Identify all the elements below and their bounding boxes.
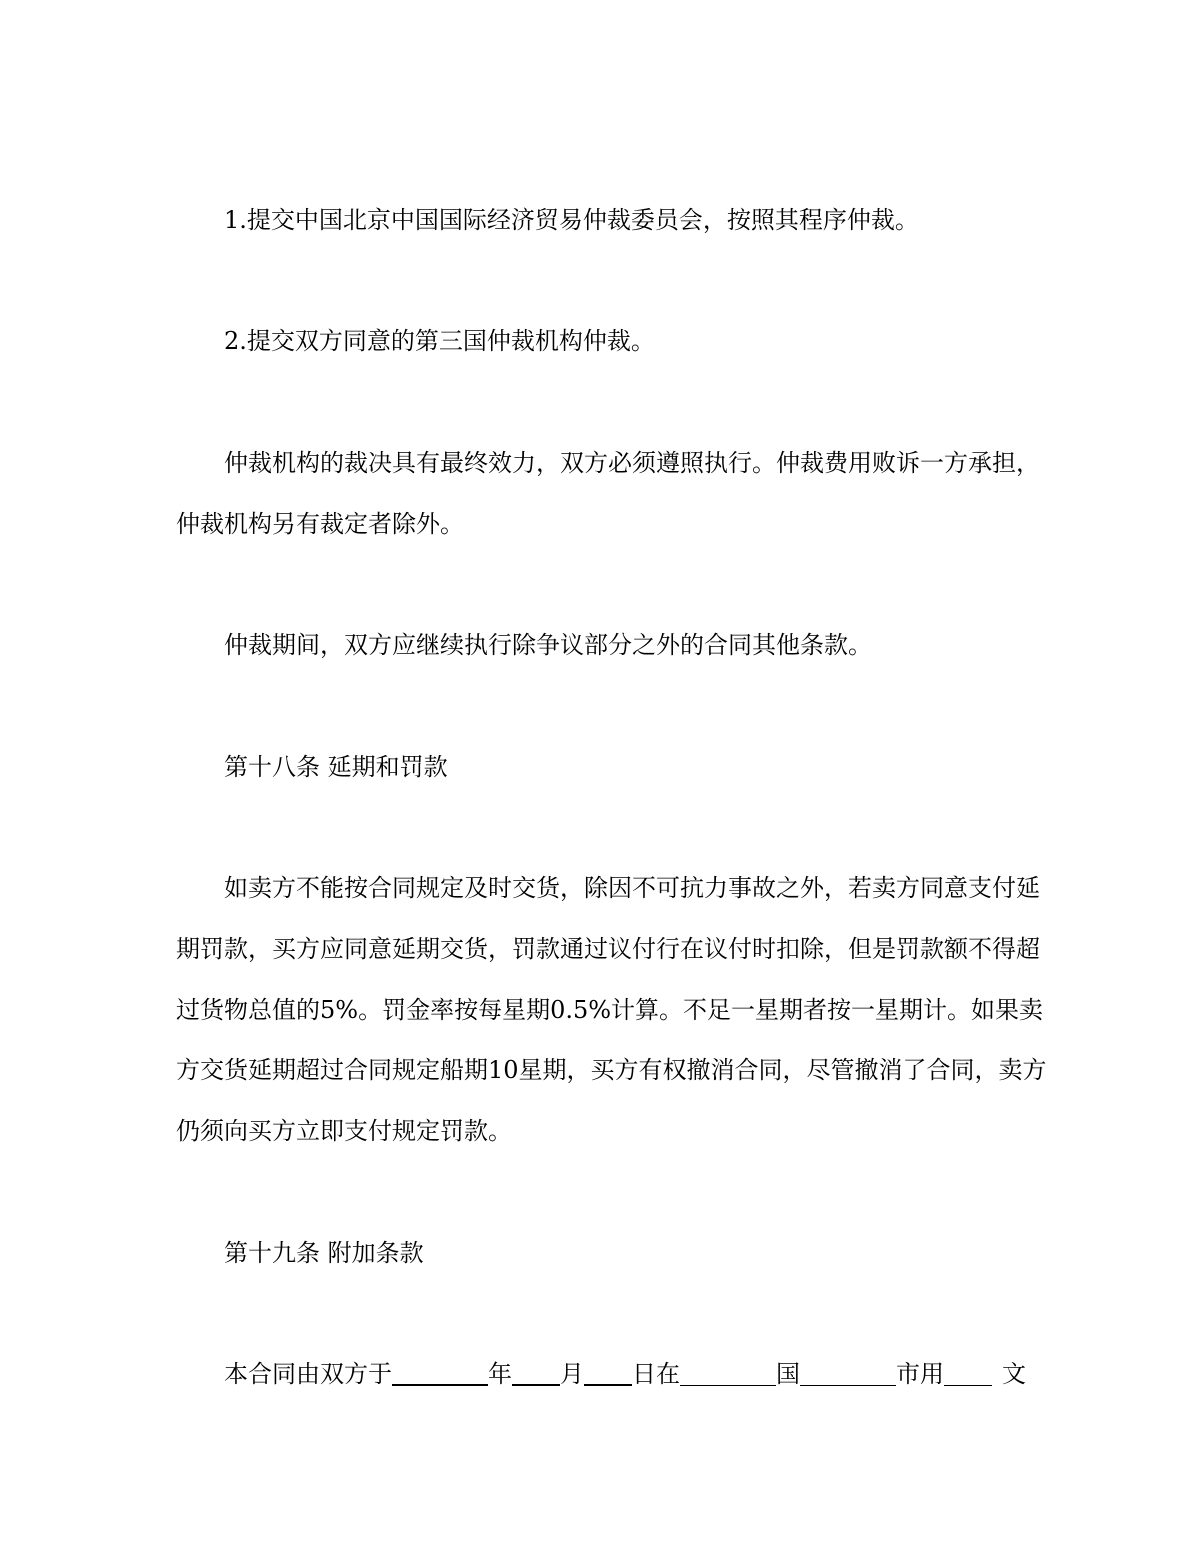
item-1: 1.提交中国北京中国国际经济贸易仲裁委员会，按照其程序仲裁。 <box>224 206 919 234</box>
country-blank <box>680 1363 776 1386</box>
article-18-line-1: 如卖方不能按合同规定及时交货，除因不可抗力事故之外，若卖方同意支付延 <box>224 874 1040 902</box>
article-18-heading: 第十八条 延期和罚款 <box>224 753 448 781</box>
arbitration-paragraph-line-1: 仲裁机构的裁决具有最终效力，双方必须遵照执行。仲裁费用败诉一方承担， <box>224 449 1040 477</box>
article-18-line-4: 方交货延期超过合同规定船期10星期，买方有权撤消合同，尽管撤消了合同，卖方 <box>176 1056 1047 1084</box>
day-label: 日在 <box>632 1360 680 1388</box>
month-blank <box>512 1362 560 1386</box>
language-blank <box>944 1363 992 1386</box>
article-18-line-3: 过货物总值的5%。罚金率按每星期0.5%计算。不足一星期者按一星期计。如果卖 <box>176 996 1044 1024</box>
article-19-heading: 第十九条 附加条款 <box>224 1239 424 1267</box>
item-2: 2.提交双方同意的第三国仲裁机构仲裁。 <box>224 327 655 355</box>
month-label: 月 <box>560 1360 584 1388</box>
arbitration-period-paragraph: 仲裁期间，双方应继续执行除争议部分之外的合同其他条款。 <box>224 631 872 659</box>
article-18-line-5: 仍须向买方立即支付规定罚款。 <box>176 1117 512 1145</box>
arbitration-paragraph-line-2: 仲裁机构另有裁定者除外。 <box>176 510 464 538</box>
day-blank <box>584 1362 632 1386</box>
country-label: 国 <box>776 1360 800 1388</box>
city-blank <box>800 1363 896 1386</box>
city-label: 市用 <box>896 1360 944 1388</box>
year-label: 年 <box>488 1360 512 1388</box>
article-18-line-2: 期罚款，买方应同意延期交货，罚款通过议付行在议付时扣除，但是罚款额不得超 <box>176 935 1040 963</box>
year-blank <box>392 1362 488 1386</box>
signing-line <box>224 1359 1084 1389</box>
language-label: 文 <box>1002 1360 1026 1388</box>
signing-prefix: 本合同由双方于 <box>224 1360 392 1388</box>
